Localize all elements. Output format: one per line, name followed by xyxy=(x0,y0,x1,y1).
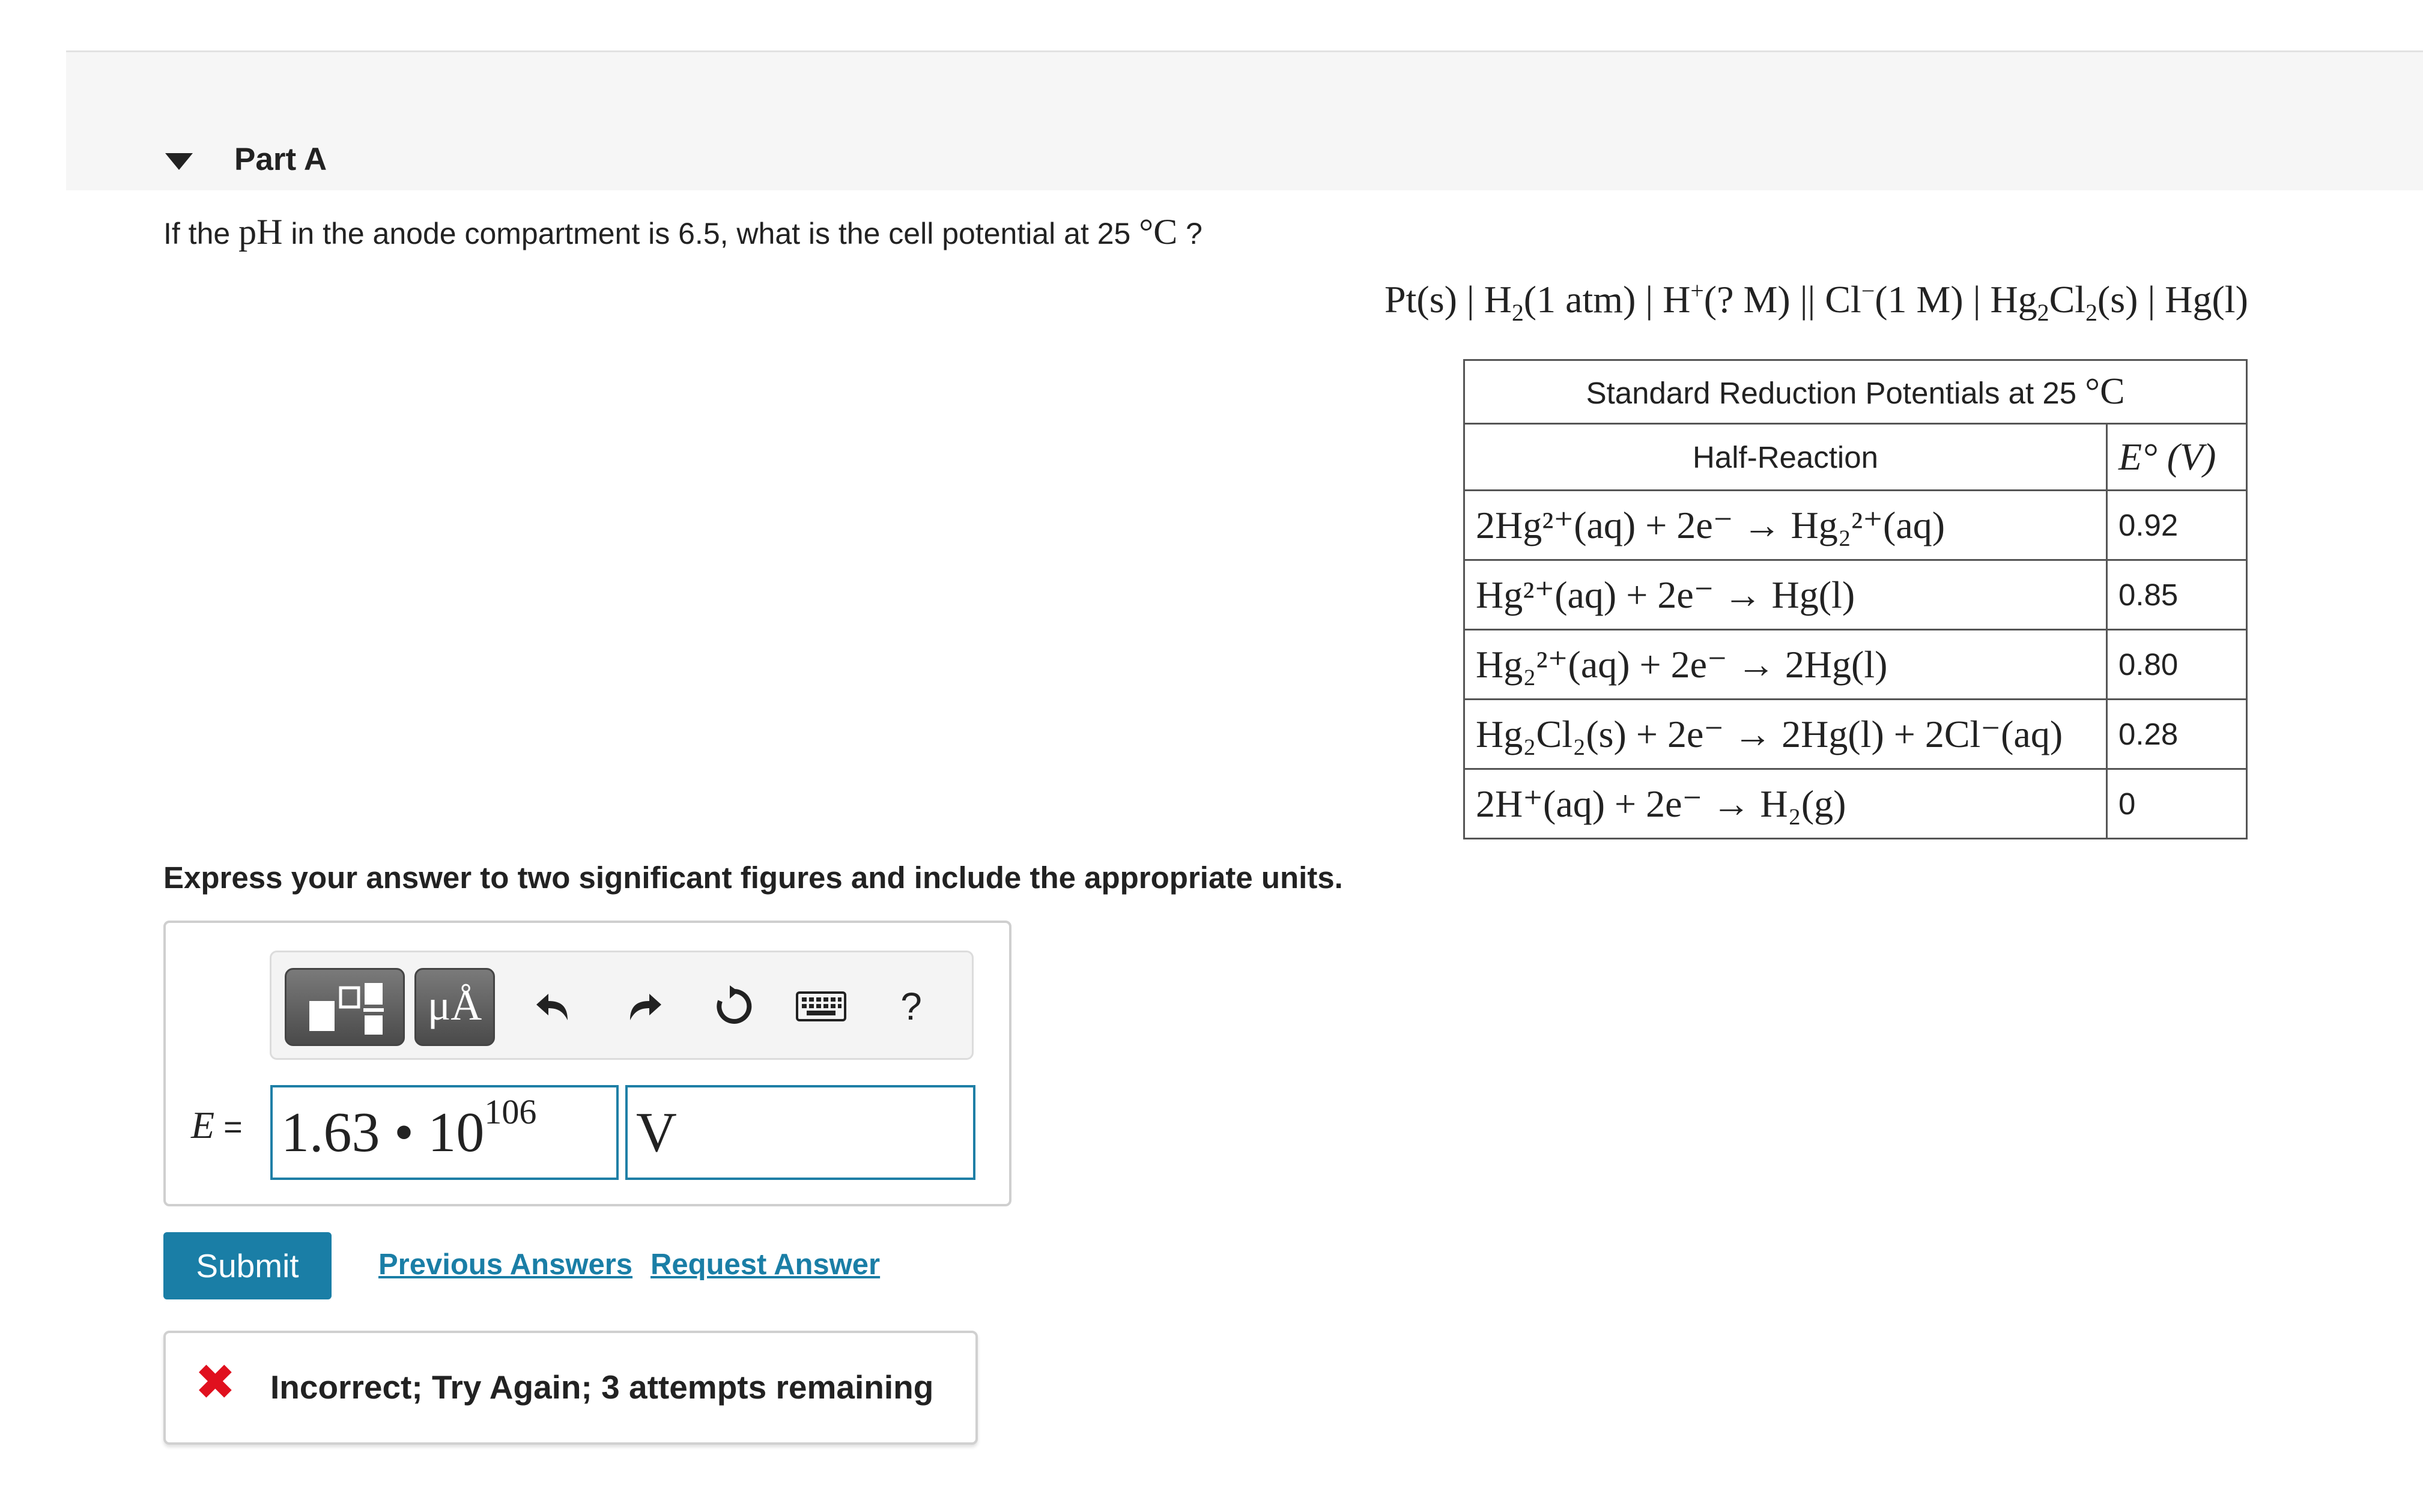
reduction-potentials-table xyxy=(1463,359,2248,839)
potential-value: 0.80 xyxy=(2107,630,2247,700)
cell-sup-hplus: + xyxy=(1690,277,1704,304)
table-row xyxy=(1464,491,2247,560)
cell-part-tail1: (1 M) | Hg xyxy=(1875,278,2037,321)
table-row xyxy=(1464,560,2247,630)
potential-value: 0 xyxy=(2107,769,2247,839)
table-caption-unit: °C xyxy=(2085,371,2125,412)
half-reaction: Hg₂²⁺(aq) + 2e⁻ → 2Hg(l) xyxy=(1464,630,2107,700)
collapse-caret-icon[interactable] xyxy=(165,153,193,170)
cell-sub-hg: 2 xyxy=(2037,299,2049,326)
submit-button[interactable]: Submit xyxy=(163,1232,332,1299)
part-header[interactable] xyxy=(66,52,2423,190)
answer-equals: = xyxy=(214,1109,243,1145)
answer-unit-input[interactable]: V xyxy=(625,1085,975,1180)
cell-part-cl: Cl xyxy=(2049,278,2086,321)
potential-value: 0.92 xyxy=(2107,491,2247,560)
cell-part-tail2: (s) | Hg(l) xyxy=(2097,278,2248,321)
answer-value-exponent: 106 xyxy=(484,1092,537,1131)
keyboard-icon xyxy=(796,991,846,1021)
cell-part-h2: (1 atm) | H xyxy=(1523,278,1691,321)
col-header-potential: E° (V) xyxy=(2107,424,2247,491)
cell-sup-cl: − xyxy=(1861,277,1875,304)
cell-part-pt: Pt(s) | H xyxy=(1384,278,1512,321)
table-caption-row xyxy=(1464,360,2247,424)
table-caption xyxy=(1464,360,2247,424)
question-ph: pH xyxy=(238,212,283,252)
answer-box xyxy=(163,921,1011,1206)
cell-sub-h2: 2 xyxy=(1511,299,1524,326)
units-button[interactable] xyxy=(414,968,495,1046)
reset-button[interactable] xyxy=(701,976,767,1036)
units-label: μÅ xyxy=(427,981,482,1029)
potential-value: 0.85 xyxy=(2107,560,2247,630)
request-answer-link[interactable]: Request Answer xyxy=(650,1248,881,1281)
half-reaction: 2H⁺(aq) + 2e⁻ → H₂(g) xyxy=(1464,769,2107,839)
previous-answers-link[interactable]: Previous Answers xyxy=(378,1248,633,1281)
table-header-row xyxy=(1464,424,2247,491)
answer-instruction: Express your answer to two significant figures and include the appropriate units. xyxy=(163,860,1343,895)
question-middle: in the anode compartment is 6.5, what is the cell potential at 25 xyxy=(282,217,1139,250)
cell-notation xyxy=(1384,277,2248,326)
half-reaction: 2Hg²⁺(aq) + 2e⁻ → Hg₂²⁺(aq) xyxy=(1464,491,2107,560)
half-reaction: Hg₂Cl₂(s) + 2e⁻ → 2Hg(l) + 2Cl⁻(aq) xyxy=(1464,700,2107,769)
cell-sub-cl: 2 xyxy=(2085,299,2097,326)
x-icon: ✖ xyxy=(195,1355,236,1410)
table-row xyxy=(1464,630,2247,700)
question-suffix: ? xyxy=(1177,217,1202,250)
cell-part-mid: (? M) || Cl xyxy=(1703,278,1861,321)
feedback-box xyxy=(163,1331,978,1445)
col-header-reaction: Half-Reaction xyxy=(1464,424,2107,491)
answer-variable: E xyxy=(191,1104,215,1146)
answer-value-input[interactable] xyxy=(270,1085,619,1180)
question-prefix: If the xyxy=(163,217,239,250)
redo-icon xyxy=(623,985,665,1027)
question-temp-unit: °C xyxy=(1139,212,1178,252)
answer-variable-label xyxy=(191,1103,243,1148)
reset-icon xyxy=(712,984,756,1029)
templates-button[interactable] xyxy=(285,968,405,1046)
keyboard-button[interactable] xyxy=(788,976,854,1036)
potential-value: 0.28 xyxy=(2107,700,2247,769)
templates-icon xyxy=(287,970,403,1044)
redo-button[interactable] xyxy=(611,976,677,1036)
undo-icon xyxy=(533,985,575,1027)
question-text xyxy=(163,211,1202,253)
part-title: Part A xyxy=(234,142,327,177)
table-caption-text: Standard Reduction Potentials at 25 xyxy=(1586,376,2085,410)
undo-button[interactable] xyxy=(521,976,587,1036)
table-row xyxy=(1464,700,2247,769)
table-row xyxy=(1464,769,2247,839)
answer-value-mantissa: 1.63 • 10 xyxy=(281,1101,485,1164)
half-reaction: Hg²⁺(aq) + 2e⁻ → Hg(l) xyxy=(1464,560,2107,630)
help-button[interactable]: ? xyxy=(900,985,922,1028)
math-toolbar xyxy=(270,951,974,1060)
feedback-message: Incorrect; Try Again; 3 attempts remaining xyxy=(270,1368,934,1406)
